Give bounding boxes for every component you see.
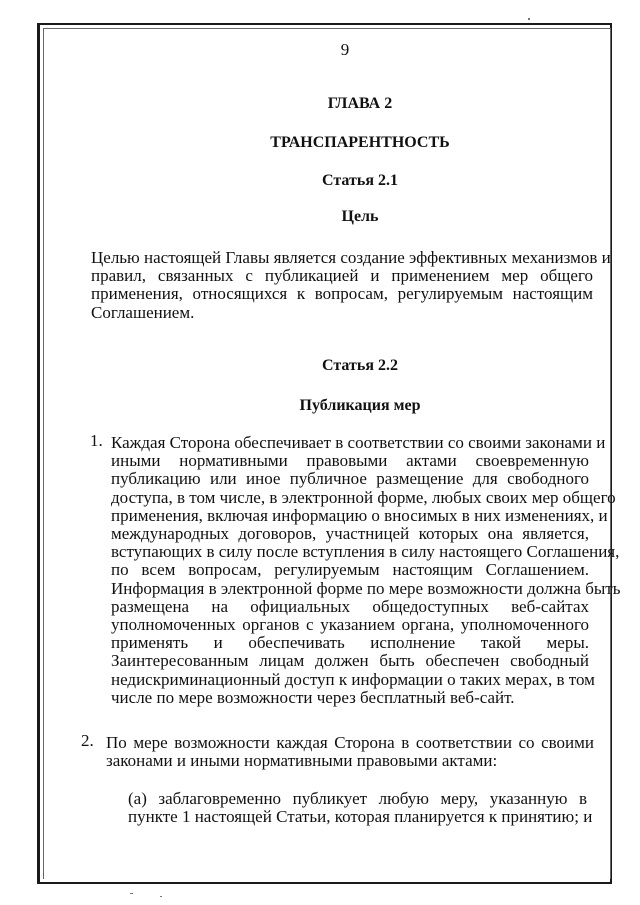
item-1-number: 1. [90, 431, 103, 450]
text-line: Целью настоящей Главы является создание эффективных механизмов и [91, 248, 611, 267]
chapter-title: ГЛАВА 2 [327, 95, 393, 112]
text-line: Информация в электронной форме по мере возможности должна быть [111, 578, 621, 598]
text-line: числе по мере возможности через бесплатный веб-сайт. [111, 687, 515, 707]
item-1-paragraph [111, 433, 621, 707]
text-line: по всем вопросам, регулируемым настоящим Соглашением. [111, 560, 589, 580]
text-line: правил, связанных с публикацией и применением мер общего [91, 266, 593, 286]
article-2-1-subtitle: Цель [341, 208, 379, 225]
article-2-1-paragraph [91, 248, 611, 322]
text-line: доступа, в том числе, в электронной форме, любых своих мер общего [111, 487, 616, 507]
text-line: законами и иными нормативными правовыми актами: [106, 751, 498, 771]
item-2-paragraph [106, 734, 594, 770]
text-line: Соглашением. [91, 302, 195, 322]
text-line: пункте 1 настоящей Статьи, которая планируется к принятию; и [128, 807, 593, 827]
text-line: уполномоченных органов с указанием органа, уполномоченного [111, 615, 589, 635]
scan-mark [130, 893, 133, 894]
item-2-number: 2. [81, 731, 94, 750]
text-line: недискриминационный доступ к информации о таких мерах, в том [111, 669, 595, 689]
text-line: Каждая Сторона обеспечивает в соответствии со своими законами и [111, 433, 606, 452]
text-line: размещена на официальных общедоступных веб-сайтах [111, 596, 589, 616]
item-2a-paragraph [128, 789, 593, 827]
text-line: Заинтересованным лицам должен быть обеспечен свободный [111, 651, 589, 671]
text-line: публикацию или иное публичное размещение для свободного [111, 469, 589, 489]
text-line: иными нормативными правовыми актами своевременную [111, 451, 589, 471]
article-2-2-subtitle: Публикация мер [299, 397, 421, 414]
article-2-1-title: Статья 2.1 [322, 172, 398, 189]
page-number: 9 [340, 40, 350, 59]
scan-mark [160, 896, 162, 897]
text-line: (а) заблаговременно публикует любую меру, указанную в [128, 789, 587, 808]
text-line: применения, включая информацию о вносимых в них изменениях, и [111, 505, 608, 525]
scan-mark [528, 18, 530, 20]
text-line: применения, относящихся к вопросам, регулируемым настоящим [91, 284, 593, 304]
chapter-name: ТРАНСПАРЕНТНОСТЬ [270, 134, 450, 151]
text-line: применять и обеспечивать исполнение такой меры. [111, 633, 589, 653]
text-line: вступающих в силу после вступления в силу настоящего Соглашения, [111, 542, 620, 562]
article-2-2-title: Статья 2.2 [322, 357, 398, 374]
text-line: международных договоров, участницей которых она является, [111, 524, 589, 544]
text-line: По мере возможности каждая Сторона в соответствии со своими [106, 733, 594, 752]
